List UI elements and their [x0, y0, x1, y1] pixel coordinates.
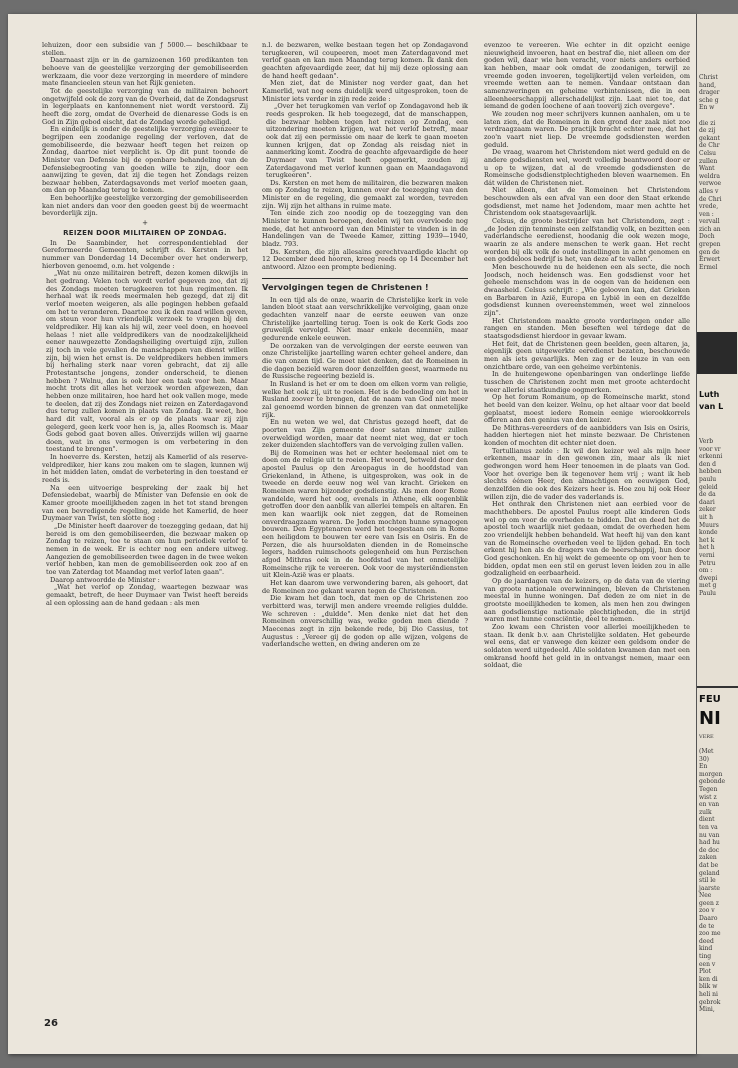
col3-paragraph: Het Christendom maakte groote vorderingen onder alle rangen en standen. Men beseften wel terdege dat de staatsgodsdienst hierdoor in gevaar kwam. — [484, 316, 690, 340]
edge-heading-feu: FEU — [699, 694, 721, 705]
col3-paragraph: Men beschouwde nu de heidenen een als secte, die noch Joodsch, noch heidensch was. Een godsdienst voor het geheele menschdom was in de oogen van de heidenen een dwaasheid. Celsus schrijft : „Wie gelooven kan, dat Grieken en Barbaren in Azië, Europa en Lybië in een en dezelfde godsdienst kunnen overeenstemmen, weet wel zinneloos zijn". — [484, 263, 690, 317]
edge-text-mid: Verb voor vr erkenni den d hebben paulu geleid de da daari zeker uit h Muurs konde het k het h verni Petru om : dwepi met g Paulu — [699, 438, 723, 597]
edge-heading-luth: Luth — [699, 390, 720, 399]
article-headline-reizen: REIZEN DOOR MILITAIREN OP ZONDAG. — [63, 228, 227, 237]
col2-paragraph: En nu weten we wel, dat Christus gezegd heeft, dat de poorten van Zijn gemeente door satan nimmer zullen overweldigd worden, maar dat neemt niet weg, dat er toch zeker duizenden slachtoffers van de vervolging zullen vallen. — [262, 418, 468, 450]
col2-paragraph: In Rusland is het er om te doen om elken vorm van religie, welke het ook zij, uit te roeien. Het is de bedoeling om het in Rusland zoover te brengen, dat de naam van God niet meer zal genoemd worden binnen de grenzen van dat onmetelijke rijk. — [262, 379, 468, 419]
col1-paragraph: Daarnaast zijn er in de garnizoenen 160 predikanten ten behoeve van de geestelijke verzorging der gemobiliseerden werkzaam, die voor deze verzorging in meerdere of mindere mate financieelen steun van het Rijk genieten. — [42, 56, 248, 88]
col2-paragraph: In een tijd als de onze, waarin de Christelijke kerk in vele landen bloot staat aan verschrikkelijke vervolging, gaan onze gedachten vanzelf naar de eerste eeuwen van onze Christelijke jaartelling terug. Toen is ook de Kerk Gods zoo gruwelijk vervolgd. Niet maar enkele decenniën, maar gedurende enkele eeuwen. — [262, 295, 468, 342]
col1-paragraph: Na een uitvoerige bespreking der zaak bij het Defensiedebat, waarbij de Minister van Defensie en ook de Kamer groote moeilijkheden zagen in het tot stand brengen van een bevredigende regeling, zeide het Kamerlid, de heer Duymaer van Twist, ten slotte nog : — [42, 483, 248, 523]
column-3 — [484, 42, 690, 1002]
col3-paragraph: Op de jaardagen van de keizers, op de data van de viering van groote nationale overwinningen, bleven de Christenen meestal in hunne woningen. Dat deden ze om niet in de grootste moeilijkheden te komen, als men hen zou dwingen aan godsdienstige nationale plechtigheden, die in strijd waren met hunne consciëntie, deel te nemen. — [484, 576, 690, 624]
col3-paragraph: Op het forum Romanum, op de Romeinsche markt, stond het beeld van den keizer. Welnu, op het altaar voor dat beeld geplaatst, moest iedere Romein eenige wierookkorrels offeren aan den genius van den keizer. — [484, 393, 690, 425]
col2-paragraph: De oorzaken van de vervolgingen der eerste eeuwen van onze Christelijke jaartelling waren echter geheel andere, dan die van onzen tijd. Ge moet niet denken, dat de Romeinen in die dagen bezield waren door denzelfden geest, waarmede nu de Russische regeering bezield is. — [262, 341, 468, 381]
col3-paragraph: De Mithras-vereerders of de aanbidders van Isis en Osiris, hadden hiertegen niet het minste bezwaar. De Christenen konden of mochten dit echter niet doen. — [484, 423, 690, 448]
col2-paragraph: Ds. Kersten, die zijn allesains gerechtvaardigde klacht op 12 December deed hooren, kreeg reeds op 14 December het antwoord. Alzoo een prompte bediening. — [262, 247, 468, 272]
edge-photo — [697, 332, 737, 374]
col1-paragraph: Een behoorlijke geestelijke verzorging der gemobiliseerden kan niet anders dan voor den goeden geest bij de weermacht bevorderlijk zijn. — [42, 194, 248, 218]
col1-quote: „Wat nu onze militairen betreft, dezen komen dikwijls in het gedrang. Velen toch wordt verlof gegeven zoo, dat zij des Zondags moeten terugkeeren tot hun regimenten. Ik herhaal wat ik reeds meermalen heb gezegd, dat zij dit verlof moeten weigeren, als alle pogingen hebben gefaald om het te veranderen. Daartoe zou ik den raad willen geven, om steun voor hun vriendelijk verzoek te vragen bij den veldprediker. Hij kan als hij wil, zeer veel doen, en hoeveel helaas ! niet alle veldpredikers van de noodzakelijkheid eener nauwgezette Zondagsheiliging overtuigd zijn, zullen zij toch in vele gevallen de manschappen van dienst willen zijn, bij wien het ernst is. De veldpredikers hebben immers bij herhaling sterk naar voren gebracht, dat zij alle Protestantsche jongens, zonder onderscheid, te dienen hebben ? Welnu, dan is ook hier een taak voor hen. Maar mocht trots dit alles het verzoek worden afgewezen, dan hebben onze militairen, hoe hard het ook vallen moge, mede te deelen, dat zij des Zondags niet reizen en Zaterdagavond dus terug zullen komen in plaats van Zondag. Ik weet, hoe hard dit valt, vooral als er op de plaats waar zij zijn gelegerd, geen kerk voor hen is, ja, alles Roomsch is. Maar Gods gebod gaat boven alles. Onverzijds willen wij gaarne doen, wat in ons vermogen is om verbetering in den toestand te brengen". — [46, 269, 248, 454]
next-page-edge — [696, 14, 738, 1054]
col2-paragraph: Men ziet, dat de Minister nog verder gaat, dan het Kamerlid, wat nog eens duidelijk werd uitgesproken, toen de Minister iets verder in zijn rede zeide : — [262, 79, 468, 103]
col3-paragraph: Tertullianus zeide : Ik wil den keizer wel als mijn heer erkennen, maar in den gewonen zin, maar als ik niet gedwongen word hem Heer tenoemen in de plaats van God. Voor het overige ben ik tegenover hem vrij ; want ik heb slechts éénen Heer, den almachtigen en eeuwigen God, denzelfden die ook des Keizers heer is. Hoe zou hij ook Heer willen zijn, die de vader des vaderlands is. — [484, 446, 690, 501]
column-2 — [262, 42, 468, 1002]
col2-paragraph: Het kan daarom uwe verwondering baren, als gehoort, dat de Romeinen zoo gekant waren tegen de Christenen. — [262, 578, 468, 595]
col2-paragraph: Ds. Kersten en met hem de militairen, die bezwaren maken om op Zondag te reizen, kunnen over de toezegging van den Minister en de regeling, die gemaakt zal worden, tevreden zijn. Wij zijn het althans in ruime mate. — [262, 178, 468, 210]
edge-text-top: Christ hand, drager sche g En w die zi de zij gekant de Chr Celsu zullen Want weldra verwoe alles v de Chri vrede, ven : vervall zich an Doch grepen gen de Erwert Ermel — [699, 74, 722, 271]
edge-heading-verb: VERE — [699, 734, 714, 740]
col2-paragraph: Die kwam het dan toch, dat men op de Christenen zoo verbitterd was, terwijl men andere vreemde religies duldde. We schreven : „duldde". Men denke niet dat het den Romeinen onverschillig was, welke goden men diende ? Maecenas zegt in zijn bekende rede, bij Dio Cassius, tot Augustus : „Vereer gij de goden op alle wijzen, volgens de vaderlandsche wetten, en dwing anderen om ze — [262, 594, 468, 649]
newspaper-page — [8, 14, 696, 1054]
col1-paragraph: Daarop antwoordde de Minister : — [50, 575, 160, 584]
edge-heading-ni: NI — [699, 708, 721, 729]
col3-paragraph: Celsus, de groote bestrijder van het Christendom, zegt : „de Joden zijn tenminste een zelfstandig volk, en bezitten een vaderlandsche eeredienst, hoodanig die ook wezen moge, waarin ze als andere menschen te werk gaan. Het recht worden bij elk volk de oude instellingen in acht genomen en een goddeloos bedrijf is het, van deze af te vallen". — [484, 217, 690, 264]
col3-paragraph: evenzoo te vereeren. Wie echter in dit opzicht eenige nieuwigheid invoeren, haat en bestraf die, niet alleen om der goden wil, daar wie hen veracht, voor niets anders eerbied kan hebben, maar ook omdat de zoodanigen, terwijl ze vreemde goden invoeren, tegelijkertijd velen verleiden, om vreemde wetten aan te nemen. Vandaar ontstaan dan samenzweringen en geheime verbintenissen, die in een alleenheerschappij allerschadelijkst zijn. Laat niet toe, dat iemand de goden loochene of aan tooverij zich overgeve". — [484, 42, 690, 111]
page-number: 26 — [44, 1018, 58, 1029]
col1-paragraph: Tot de geestelijke verzorging van de militairen behoort ongetwijfeld ook de zorg van de Overheid, dat de Zondagsrust in legerplaats en kantonnement niet wordt verstoord. Zij heeft die zorg, omdat de Overheid de dienaresse Gods is en God in Zijn gebod eischt, dat de Zondag worde geheiligd. — [42, 86, 248, 126]
col1-paragraph: lehuizen, door een subsidie van ƒ 5000.— beschikbaar te stellen. — [42, 42, 248, 57]
col2-paragraph: n.l. de bezwaren, welke bestaan tegen het op Zondagavond terugkeeren, wil coupeeren, moet men Zaterdagavond met verlof gaan en kan men Maandag terug komen. Ik dank den geachten afgevaardigde zeer, dat hij mij deze oplossing aan de hand heeft gedaan". — [262, 42, 468, 80]
col3-paragraph: We zouden nog meer schrijvers kunnen aanhalen, om u te laten zien, dat de Romeinen in den grond der zaak niet zoo verdraagzaam waren. De practijk bracht echter mee, dat het zoo'n vaart niet liep. De vreemde godsdiensten werden geduld. — [484, 109, 690, 149]
section-separator: + — [142, 219, 148, 228]
col2-quote: „Over het terugkomen van verlof op Zondagavond heb ik reeds gesproken. Ik heb toegezegd, dat de manschappen, die bezwaar hebben tegen het reizen op Zondag, een uitzondering moeten krijgen, wat het verlof betreft, maar ook dat zij een permissie om naar de kerk te gaan moeten kunnen krijgen, dat op Zondag als reisdag niet in aanmerking komt. Zoodra de geachte afgevaardigde de heer Duymaer van Twist heeft opgemerkt, zouden zij Zaterdagavond met verlof kunnen gaan en Maandagavond terugkeeren". — [266, 102, 468, 180]
col3-paragraph: Het feit, dat de Christenen geen beelden, geen altaren, ja, eigenlijk geen uitgewerkte eeredienst bezaten, beschouwde men als iets gevaarlijks. Men zag er de leuze in van een onzichtbare orde, van een geheime verbintenis. — [484, 339, 690, 371]
edge-rule — [697, 686, 738, 688]
col3-paragraph: Niet alleen, dat de Romeinen het Christendom beschouwden als een afval van een door den Staat erkende godsdienst, met name het Jodendom, maar men achtte het Christendom ook staatsgevaarlijk. — [484, 186, 690, 218]
col1-quote: „Wat het verlof op Zondag, waartegen bezwaar was gemaakt, betreft, de heer Duymaer van Twist heeft bereids al een oplossing aan de hand gedaan : als men — [46, 583, 248, 607]
col2-paragraph: Bij de Romeinen was het er echter heelemaal niet om te doen om de religie uit te roeien. Het woord, betweld door den apostel Paulus op den Areopagus in de hoofdstad van Griekenland, in Athene, is uitgesproken, was ook in de tweede en derde eeuw nog wel van kracht. Grieken en Romeinen waren bijzonder godsdienstig. Als men door Rome wandelde, werd het oog, evenals in Athene, elk oogenblik getroffen door den aanblik van allerlei tempels en altaren. En men kan waarlijk ook niet zeggen, dat de Romeinen onverdraagzaam waren. De Joden mochten hunne synagogen bouwen. Den Egyptenaren werd het toegestaan om in Rome een heiligdom te bouwen ter eere van Isis en Osiris. En de Perzen, die als huursoldaten dienden in de Romeinsche legers, hadden ruimschoots gelegenheid om hun Perzischen afgod Mithras ook in de hoofdstad van het onmetelijke Romeinsche rijk te vereeren. Ook voor de mysteriëndiensten uit Klein-Azië was er plaats. — [262, 448, 468, 580]
col3-paragraph: Het onthrak den Christenen niet aan eerbied voor de machthebbers. De apostel Paulus roept alle kinderen Gods wel op om voor de overheden te bidden. Dat en deed het de apostel toch waarlijk niet gedaan, omdat de overheden hem zoo vriendelijk hebben behandeld. Wat heeft hij van den kant van de Romeinsche overheden veel te lijden gehad. En toch erkent hij hen als de dragers van de heerschappij, hun door God geschonken. En hij wekt de gemeente op om voor hen te bidden, opdat men een stil en gerust leven leiden zou in alle godzaligheid en eerbaarheid. — [484, 500, 690, 578]
col3-paragraph: Zoo kwam een Christen voor allerlei moeilijkheden te staan. Ik denk b.v. aan Christelijke soldaten. Het gebeurde wel eens, dat er vanwege den keizer een geldsom onder de soldaten werd uitgedeeld. Alle soldaten kwamen dan met een omkransd hoofd het geld in in ontvangst nemen, maar een soldaat, die — [484, 622, 690, 670]
edge-heading-van: van L — [699, 402, 724, 411]
col1-paragraph: En eindelijk is onder de geestelijke verzorging evenzeer te begrijpen een zoodanige regeling der verloven, dat de gemobiliseerde, die bezwaar heeft tegen het reizen op Zondag, daartoe niet verplicht is. Op dit punt toonde de Minister van Defensie bij de openbare behandeling van de Defensiebegrooting van goeden wille te zijn, door een aanwijzing te geven, dat zij die tegen het Zondags reizen bezwaar hebben, Zaterdagsavonds met verlof moeten gaan, om dan op Maandag terug te komen. — [42, 125, 248, 195]
column-1 — [42, 42, 248, 1002]
col1-quote: „De Minister heeft daarover de toezegging gedaan, dat hij bereid is om den gemobiliseerden, die bezwaar maken op Zondag te reizen, toe te staan om hun periodiek verlof te nemen in de week. Er is echter nog een andere uitweg. Aangezien de gemobiliseerden twee dagen in de twee weken verlof hebben, kan men de gemobiliseerden ook zoo af en toe van Zaterdag tot Maandag met verlof laten gaan". — [46, 522, 248, 576]
col1-paragraph: In hoeverre ds. Kersten, hetzij als Kamerlid of als reserve-veldprediker, hier kans zou maken om te slagen, kunnen wij in het midden laten, omdat de verbetering in den toestand er reeds is. — [42, 453, 248, 485]
col3-paragraph: De vraag, waarom het Christendom niet werd geduld en de andere godsdiensten wel, wordt volledig beantwoord door er u op te wijzen, dat al de vreemde godsdiensten de Romeinsche godsdienstplechtigheden bleven waarnemen. En dát wilden de Christenen niet. — [484, 148, 690, 187]
col3-paragraph: In de huitengewone openbaringen van onderlinge liefde tusschen de Christenen zocht men met groote achterdocht weer allerlei staatkundige oogmerken. — [484, 370, 690, 394]
col1-paragraph: In De Saambinder, het correspondentieblad der Gereformeerde Gemeenten, schrijft ds. Kersten in het nummer van Donderdag 14 December over het onderwerp, hierboven genoemd, o.m. het volgende : — [42, 238, 248, 270]
col2-paragraph: Ten einde zich zoo noodig op de toezegging van den Minister te kunnen beroepen, deelen wij ten overvloede nog mede, dat het antwoord van den Minister te vinden is in de Handelingen van de Tweede Kamer, zitting 1939—1940, bladz. 793. — [262, 209, 468, 249]
section-title-vervolgingen: Vervolgingen tegen de Christenen ! — [262, 278, 468, 294]
edge-text-bottom: (Met 30) En morgen gebonde Tegen wist z en van zulk dient ten va nu van had hu de doc zaken dat be geland stil le jaarste Nee geen z zoo v Daaro de te zoo me deed kind ting een v Plot ken di blik w heli ni gebrok Mini, — [699, 748, 726, 1014]
